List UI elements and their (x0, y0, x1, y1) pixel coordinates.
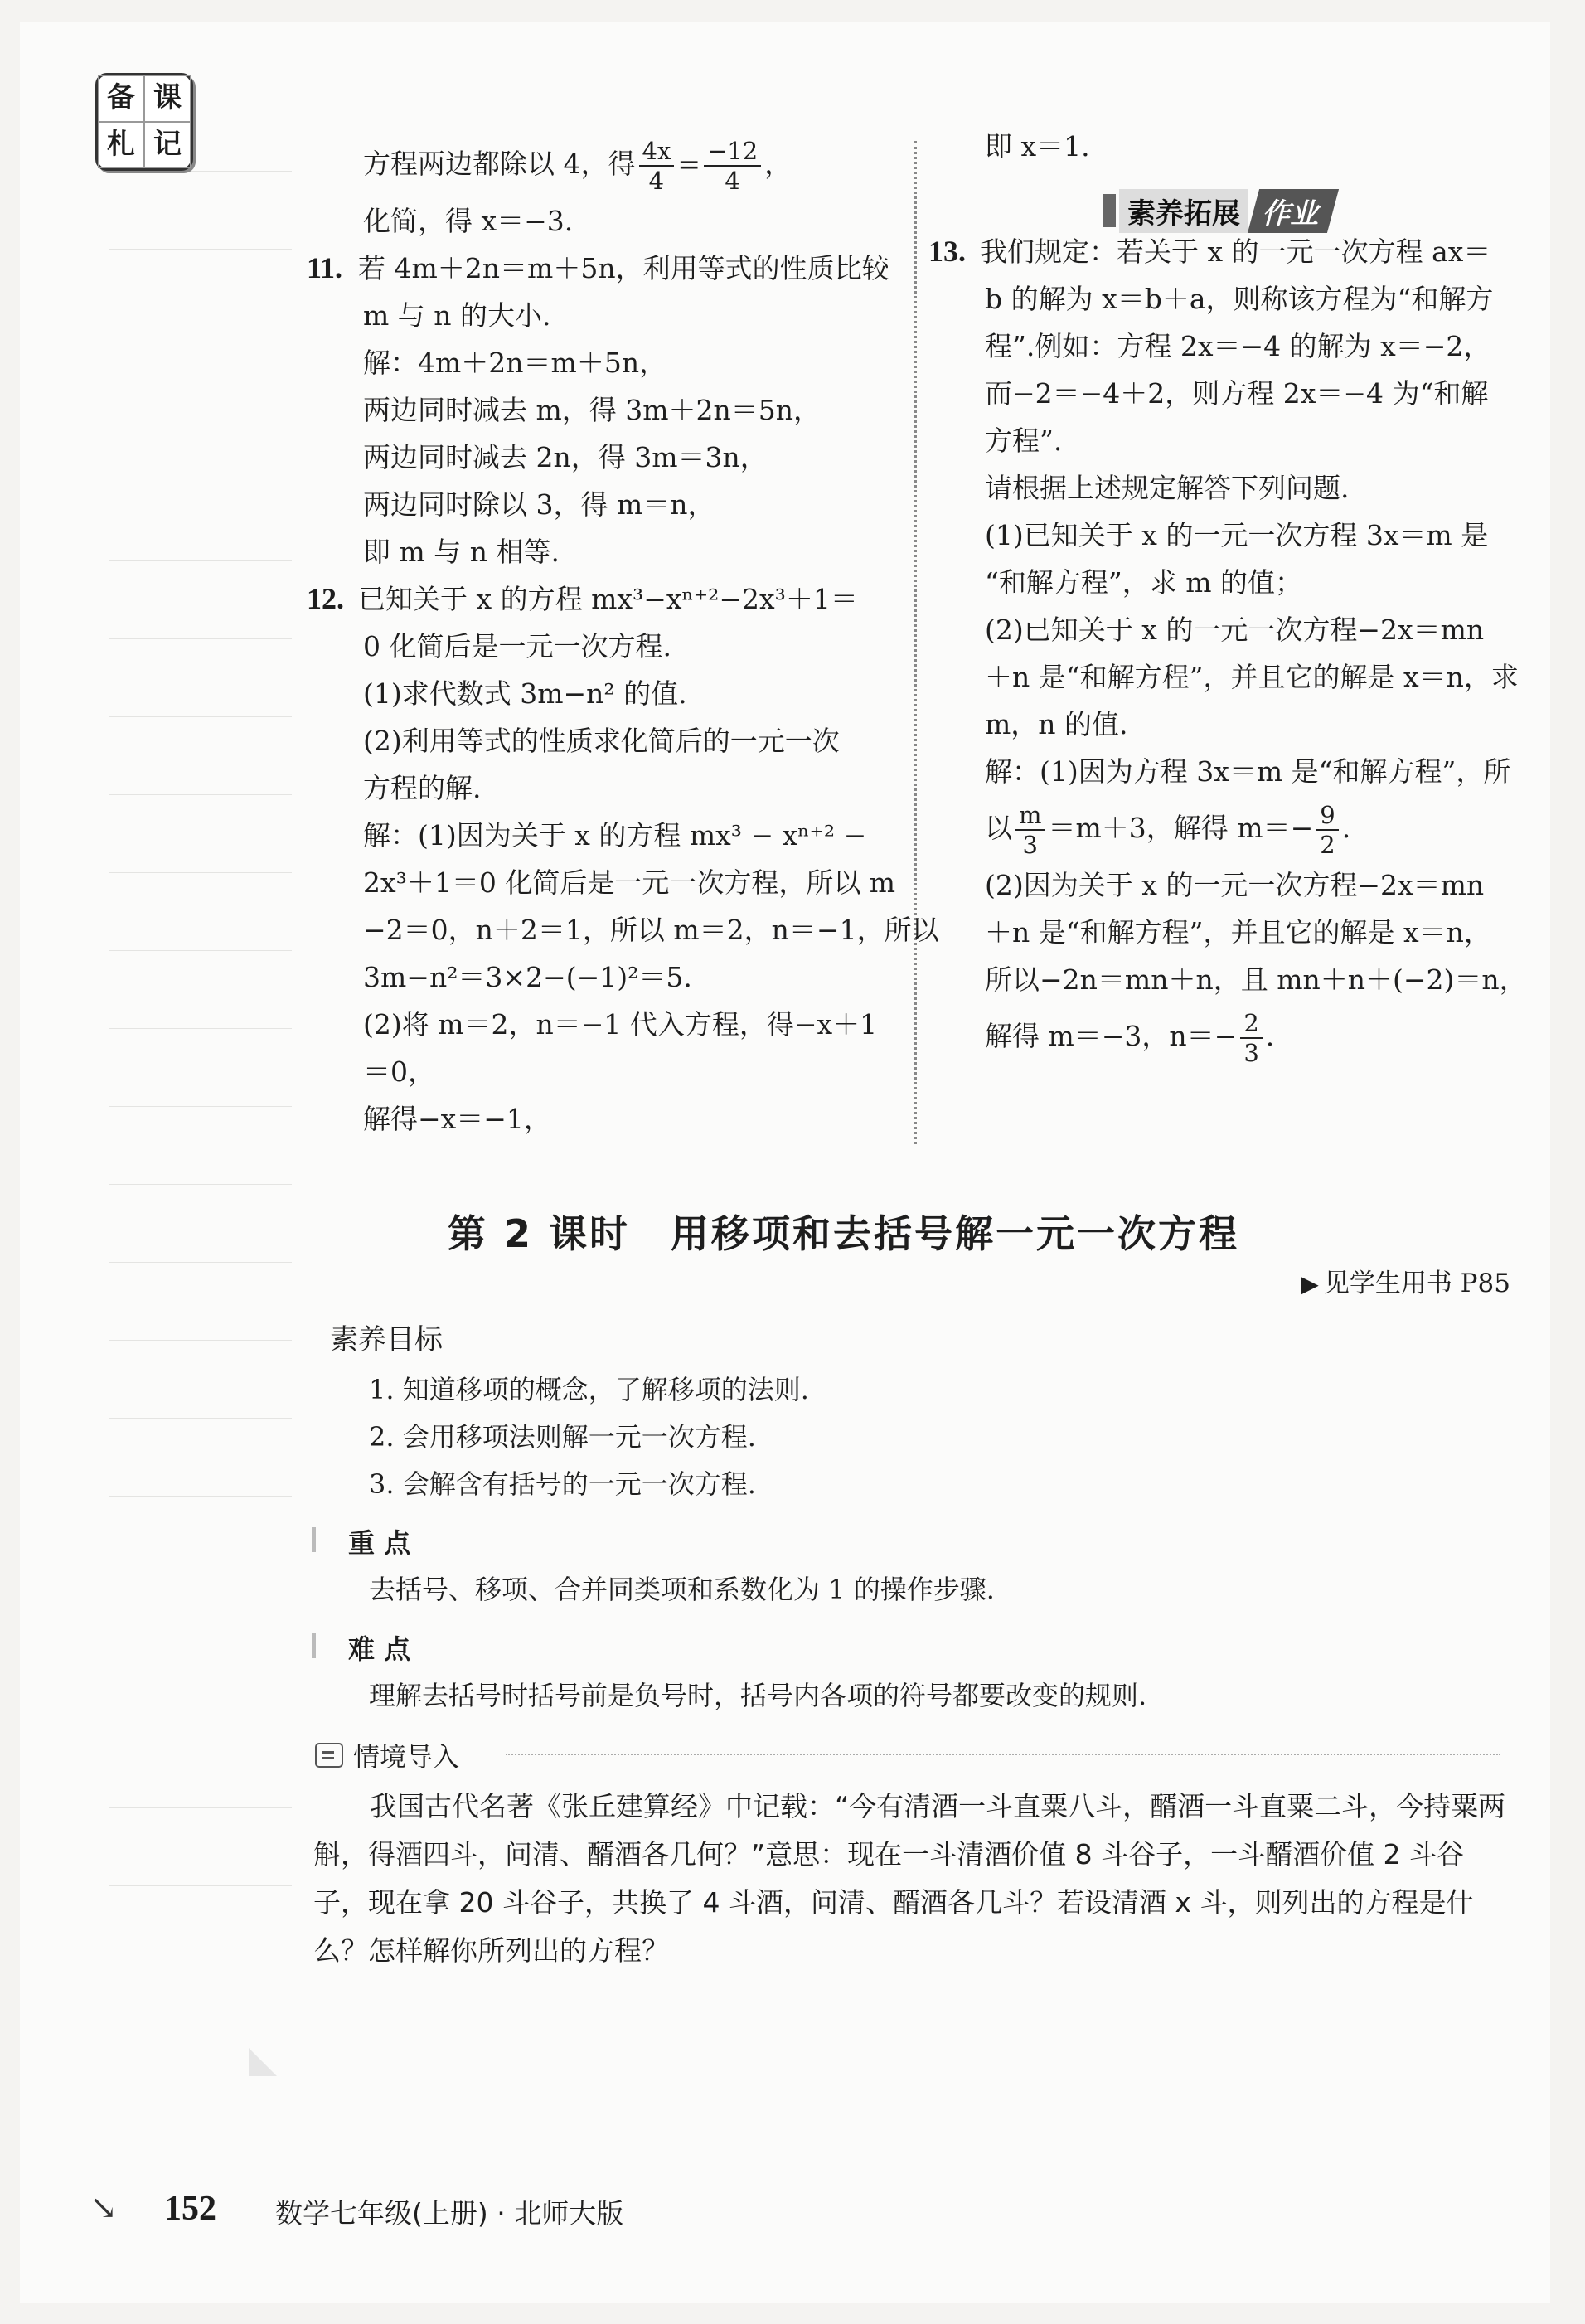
question-text: m 与 n 的大小. (363, 299, 551, 332)
badge-char: 课 (144, 75, 191, 122)
fraction-denominator: 3 (1022, 831, 1038, 859)
text: ， (764, 148, 792, 180)
solution-line (928, 795, 1525, 861)
fraction (1316, 801, 1338, 859)
goal-item: 1. 知道移项的概念，了解移项的法则. (369, 1374, 809, 1405)
solution-line: 即 m 与 n 相等. (363, 536, 560, 568)
goals-list (369, 1366, 809, 1508)
chat-icon (315, 1743, 343, 1768)
difficulties-heading: 难 点 (348, 1628, 410, 1667)
badge-char: 备 (98, 75, 144, 122)
text: 以 (985, 812, 1012, 844)
question-text: 我们规定：若关于 x 的一元一次方程 ax＝ (980, 235, 1491, 268)
question-text: “和解方程”，求 m 的值； (985, 566, 1303, 599)
question-12 (307, 575, 895, 623)
solution-line: (2)将 m＝2，n＝−1 代入方程，得−x＋1 (363, 1008, 878, 1041)
note-margin-lines (109, 171, 292, 1978)
solution-line: 即 x＝1. (985, 130, 1090, 163)
question-number: 12. (307, 582, 344, 615)
fraction-numerator: 2 (1240, 1009, 1262, 1039)
solution-line (928, 1003, 1525, 1070)
question-text: (2)已知关于 x 的一元一次方程−2x＝mn (985, 614, 1485, 646)
question-13 (928, 228, 1525, 275)
text: 方程两边都除以 4，得 (363, 148, 636, 180)
goal-item: 3. 会解含有括号的一元一次方程. (369, 1468, 756, 1500)
solution-line: 所以−2n＝mn＋n，且 mn＋n＋(−2)＝n， (985, 963, 1527, 996)
question-text: ＋n 是“和解方程”，并且它的解是 x＝n，求 (985, 661, 1519, 693)
page-curl-mark (249, 2048, 277, 2076)
solution-line: (2)因为关于 x 的一元一次方程−2x＝mn (985, 869, 1485, 901)
fraction-denominator: 3 (1243, 1039, 1259, 1067)
question-text: 0 化简后是一元一次方程. (363, 630, 671, 662)
solution-line: 2x³＋1＝0 化简后是一元一次方程，所以 m (363, 866, 896, 899)
book-title: 数学七年级(上册) · 北师大版 (275, 2197, 624, 2229)
question-number: 11. (307, 251, 343, 284)
arrow-icon: ↘ (90, 2189, 118, 2227)
goals-heading: 素养目标 (330, 1323, 443, 1356)
solution-line: 解：4m＋2n＝m＋5n， (363, 347, 667, 379)
question-text: (2)利用等式的性质求化简后的一元一次 (363, 725, 840, 757)
question-text: 已知关于 x 的方程 mx³−xⁿ⁺²−2x³＋1＝ (358, 583, 858, 615)
intro-title: 情境导入 (353, 1741, 460, 1773)
goal-item: 2. 会用移项法则解一元一次方程. (369, 1421, 756, 1453)
fraction-numerator: 4x (639, 137, 675, 167)
fraction (704, 137, 761, 195)
column-divider (914, 141, 917, 1144)
dotted-rule (506, 1754, 1500, 1755)
question-text: 请根据上述规定解答下列问题. (985, 472, 1350, 504)
lesson-title: 第 2 课时 用移项和去括号解一元一次方程 (448, 1211, 1240, 1256)
question-text: 方程”. (985, 425, 1063, 457)
solution-line: ＋n 是“和解方程”，并且它的解是 x＝n， (985, 916, 1491, 949)
question-text: m，n 的值. (985, 708, 1128, 740)
solution-line: 两边同时除以 3，得 m＝n， (363, 488, 715, 521)
fraction-numerator: −12 (704, 137, 761, 167)
text: ＝m＋3，解得 m＝− (1048, 812, 1314, 844)
question-text: (1)求代数式 3m−n² 的值. (363, 677, 687, 710)
right-column (928, 123, 1525, 1070)
key-points-heading: 重 点 (348, 1522, 410, 1560)
solution-line: 两边同时减去 2n，得 3m＝3n， (363, 441, 768, 473)
fraction-denominator: 4 (725, 167, 740, 195)
question-text: 若 4m＋2n＝m＋5n，利用等式的性质比较 (358, 252, 889, 284)
question-text: 程”.例如：方程 2x＝−4 的解为 x＝−2， (985, 330, 1491, 362)
fraction-numerator: 9 (1316, 801, 1338, 831)
text: 解得 m＝−3，n＝− (985, 1020, 1238, 1052)
solution-line: 解：(1)因为方程 3x＝m 是“和解方程”，所 (985, 755, 1511, 788)
fraction-numerator: m (1015, 801, 1045, 831)
fraction-denominator: 4 (648, 167, 665, 195)
question-text: 方程的解. (363, 772, 482, 804)
difficulties-text: 理解去括号时括号前是负号时，括号内各项的符号都要改变的规则. (369, 1680, 1147, 1711)
fraction (1015, 801, 1045, 859)
solution-line (307, 131, 895, 197)
student-book-reference: ▶ 见学生用书 P85 (1301, 1262, 1510, 1299)
solution-line: ＝0， (363, 1055, 435, 1088)
intro-paragraph: 我国古代名著《张丘建算经》中记载：“今有清酒一斗直粟八斗，醑酒一斗直粟二斗，今持粟两斛，得酒四斗，问清、醑酒各几何？”意思：现在一斗清酒价值 8 斗谷子，一斗醑酒价值 2 斗谷子，现在拿 20 斗谷子，共换了 4 斗酒，问清、醑酒各几斗？若设清酒 x 斗，则列出的方程是什么？怎样解你所列出的方程？ (313, 1790, 1506, 1967)
solution-line: 化简，得 x＝−3. (363, 205, 574, 237)
solution-line: 两边同时减去 m，得 3m＋2n＝5n， (363, 394, 822, 426)
page-number: 152 (164, 2190, 216, 2228)
solution-line: 解得−x＝−1， (363, 1103, 551, 1135)
question-number: 13. (928, 235, 966, 268)
question-11 (307, 245, 895, 292)
left-column (307, 131, 939, 1143)
key-points-text: 去括号、移项、合并同类项和系数化为 1 的操作步骤. (369, 1574, 995, 1605)
question-text: b 的解为 x＝b＋a，则称该方程为“和解方 (985, 283, 1494, 315)
solution-line: 解：(1)因为关于 x 的方程 mx³ − xⁿ⁺² − (363, 819, 867, 851)
badge-char: 札 (98, 122, 144, 168)
intro-heading (315, 1736, 459, 1774)
banner-decoration (1103, 194, 1116, 227)
fraction-denominator: 2 (1320, 831, 1335, 859)
question-text: 而−2＝−4＋2，则方程 2x＝−4 为“和解 (985, 377, 1489, 410)
exercise-banner (1103, 189, 1333, 232)
text: . (1265, 1020, 1275, 1052)
lesson-notes-badge (95, 73, 193, 171)
banner-tag: 作业 (1248, 189, 1339, 233)
question-text: (1)已知关于 x 的一元一次方程 3x＝m 是 (985, 519, 1489, 551)
badge-char: 记 (144, 122, 191, 168)
text: = (677, 148, 700, 180)
fraction (639, 137, 675, 195)
solution-line: −2＝0，n＋2＝1，所以 m＝2，n＝−1，所以 (363, 914, 939, 946)
banner-title: 素养拓展 (1119, 189, 1248, 233)
text: . (1341, 812, 1351, 844)
solution-line: 3m−n²＝3×2−(−1)²＝5. (363, 961, 692, 993)
fraction (1240, 1009, 1262, 1067)
